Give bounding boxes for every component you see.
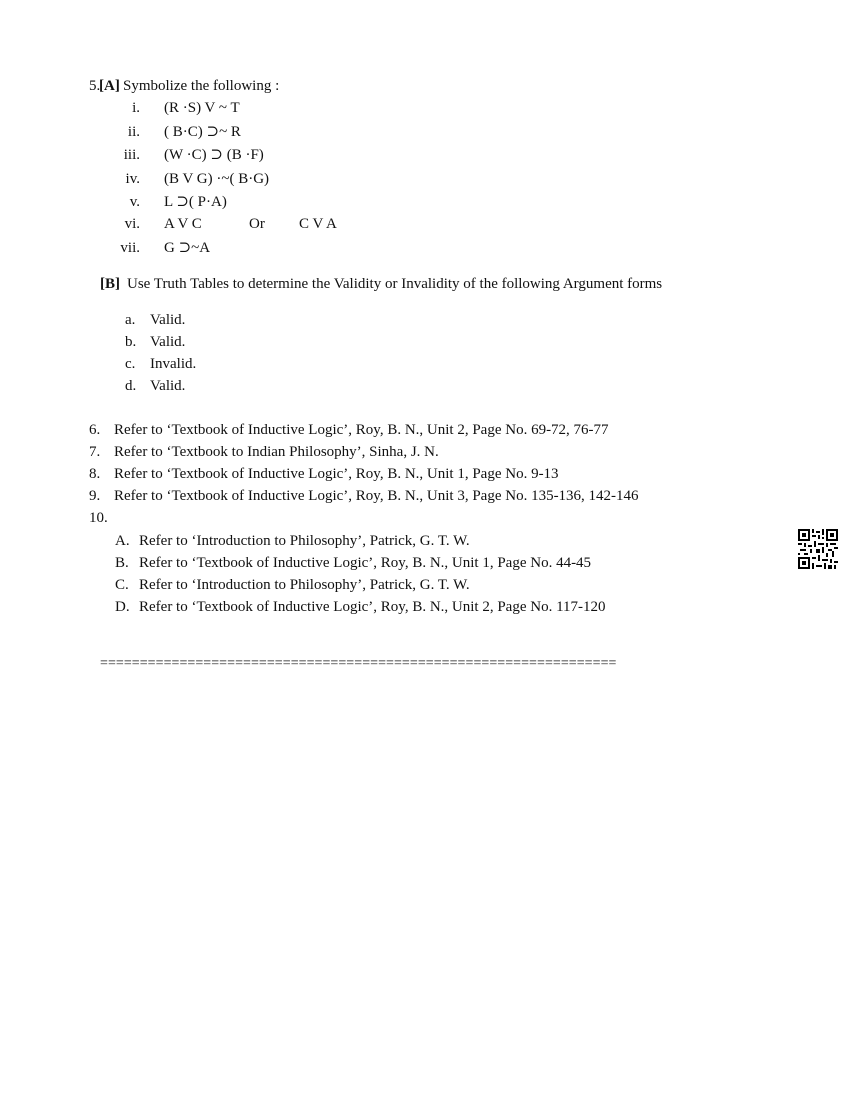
answer-b-number: b. — [125, 334, 137, 350]
answer-b-text: Valid. — [150, 334, 186, 350]
ref-8-number: 8. — [89, 466, 101, 482]
item-vi-or: Or — [249, 216, 265, 232]
ref-10a-number: A. — [115, 533, 130, 549]
item-v-expression: L ⊃( P·A) — [164, 194, 227, 210]
part-b-instruction: Use Truth Tables to determine the Validity or Invalidity of the following Argument forms — [127, 276, 663, 292]
ref-8-text: Refer to ‘Textbook of Inductive Logic’, Roy, B. N., Unit 1, Page No. 9-13 — [114, 466, 559, 482]
item-v-number: v. — [129, 194, 140, 210]
item-iii-number: iii. — [123, 147, 140, 163]
part-b-label: [B] — [100, 276, 120, 292]
item-i-expression: (R ·S) V ~ T — [164, 100, 240, 116]
answer-c-text: Invalid. — [150, 356, 197, 372]
item-ii-expression: ( B·C) ⊃~ R — [164, 124, 241, 140]
answer-a-number: a. — [125, 312, 136, 328]
ref-7-number: 7. — [89, 444, 101, 460]
answer-d-number: d. — [125, 378, 137, 394]
item-vi-alternative: C V A — [299, 216, 337, 232]
ref-10b-text: Refer to ‘Textbook of Inductive Logic’, Roy, B. N., Unit 1, Page No. 44-45 — [139, 555, 592, 571]
part-a-label: [A] — [99, 78, 120, 94]
ref-9-text: Refer to ‘Textbook of Inductive Logic’, Roy, B. N., Unit 3, Page No. 135-136, 142-146 — [114, 488, 639, 504]
item-vii-number: vii. — [120, 240, 140, 256]
ref-10a-text: Refer to ‘Introduction to Philosophy’, Patrick, G. T. W. — [139, 533, 470, 549]
ref-6-text: Refer to ‘Textbook of Inductive Logic’, Roy, B. N., Unit 2, Page No. 69-72, 76-77 — [114, 422, 609, 438]
ref-10c-text: Refer to ‘Introduction to Philosophy’, Patrick, G. T. W. — [139, 577, 470, 593]
question-5-number: 5. — [89, 78, 101, 94]
ref-7-text: Refer to ‘Textbook to Indian Philosophy’, Sinha, J. N. — [114, 444, 439, 460]
ref-9-number: 9. — [89, 488, 101, 504]
item-iii-expression: (W ·C) ⊃ (B ·F) — [164, 147, 264, 163]
answer-a-text: Valid. — [150, 312, 186, 328]
ref-10d-text: Refer to ‘Textbook of Inductive Logic’, Roy, B. N., Unit 2, Page No. 117-120 — [139, 599, 606, 615]
item-vii-expression: G ⊃~A — [164, 240, 211, 256]
item-vi-number: vi. — [124, 216, 140, 232]
section-divider: ================================================================= — [100, 656, 617, 671]
answer-d-text: Valid. — [150, 378, 186, 394]
answer-c-number: c. — [125, 356, 136, 372]
item-i-number: i. — [132, 100, 140, 116]
ref-10c-number: C. — [115, 577, 129, 593]
item-vi-expression: A V C — [164, 216, 202, 232]
item-iv-number: iv. — [125, 171, 140, 187]
ref-10d-number: D. — [115, 599, 130, 615]
item-iv-expression: (B V G) ·~( B·G) — [164, 171, 270, 187]
part-a-instruction: Symbolize the following : — [123, 78, 280, 94]
qr-code-icon — [798, 529, 838, 569]
item-ii-number: ii. — [127, 124, 140, 140]
question-10-number: 10. — [89, 510, 108, 526]
ref-6-number: 6. — [89, 422, 101, 438]
ref-10b-number: B. — [115, 555, 129, 571]
